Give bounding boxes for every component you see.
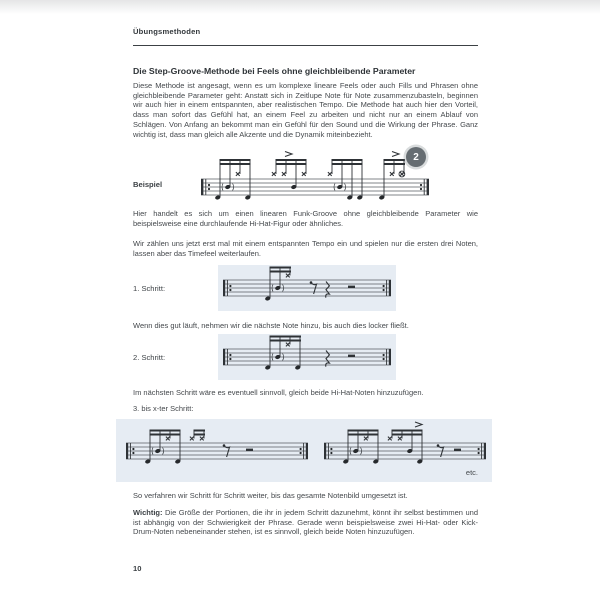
wichtig-paragraph <box>133 508 478 537</box>
header-rule <box>133 45 478 46</box>
drum-staff-step1 <box>218 265 396 311</box>
beispiel-notation <box>196 150 434 208</box>
step2-label: 2. Schritt: <box>133 353 166 362</box>
funk-groove-paragraph: Hier handelt es sich um einen linearen Funk-Groove ohne gleichbleibende Parameter wie beispielsweise eine durchlaufende Hi-Hat-Figur oder ähnliches. <box>133 209 478 228</box>
after-step1-paragraph: Wenn dies gut läuft, nehmen wir die nächste Note hinzu, bis auch dies locker fließt. <box>133 321 409 330</box>
conclusion-paragraph: So verfahren wir Schritt für Schritt weiter, bis das gesamte Notenbild umgesetzt ist. <box>133 491 408 500</box>
step3-notation-box <box>116 419 492 482</box>
step3-label: 3. bis x-ter Schritt: <box>133 404 194 413</box>
running-header: Übungsmethoden <box>133 27 201 36</box>
intro-paragraph: Diese Methode ist angesagt, wenn es um komplexe lineare Feels oder auch Fills und Phrasen ohne gleichbleibende Parameter geht: Anstatt sich in Zeitlupe Note für Note zusammenzubasteln, beginnen wir auch hier in einem entspannten, aber realistischen Tempo. Die Methode hat auch hier den Vorteil, dass man sofort das Gefühl hat, an einem Feel zu arbeiten und nicht nur an einem Ablauf von Schlägen. Von Anfang an bekommt man ein Gefühl für den Sound und die Wirkung der Phrase. Ganz wichtig ist, dass man gleich alle Akzente und die Dynamik miteinbezieht. <box>133 81 478 139</box>
beispiel-label: Beispiel <box>133 180 163 189</box>
section-title: Die Step-Groove-Methode bei Feels ohne gleichbleibende Parameter <box>133 66 416 76</box>
after-step2-paragraph: Im nächsten Schritt wäre es eventuell sinnvoll, gleich beide Hi-Hat-Noten hinzuzufügen. <box>133 388 424 397</box>
step1-notation-box <box>218 265 396 311</box>
step2-notation-box <box>218 334 396 380</box>
etc-label: etc. <box>465 468 478 477</box>
wichtig-label: Wichtig: <box>133 508 163 517</box>
count-in-paragraph: Wir zählen uns jetzt erst mal mit einem entspannten Tempo ein und spielen nur die ersten drei Noten, lassen aber das Timefeel weiterlaufen. <box>133 239 478 258</box>
step-number-badge: 2 <box>406 147 426 167</box>
wichtig-text: Die Größe der Portionen, die ihr in jedem Schritt dazunehmt, könnt ihr selbst bestimmen und ist abhängig von der Schwierigkeit der Phrase. Gerade wenn beispielsweise zwei Hi-Hat- oder Kick-Drum-Noten nebeneinander stehen, ist es sinnvoll, gleich beide Noten hinzuzufügen. <box>133 508 478 537</box>
drum-staff-step3 <box>116 419 492 482</box>
drum-staff-example <box>196 150 434 203</box>
page-number: 10 <box>133 564 142 573</box>
step1-label: 1. Schritt: <box>133 284 166 293</box>
drum-staff-step2 <box>218 334 396 380</box>
scan-edge-shading <box>0 0 600 14</box>
